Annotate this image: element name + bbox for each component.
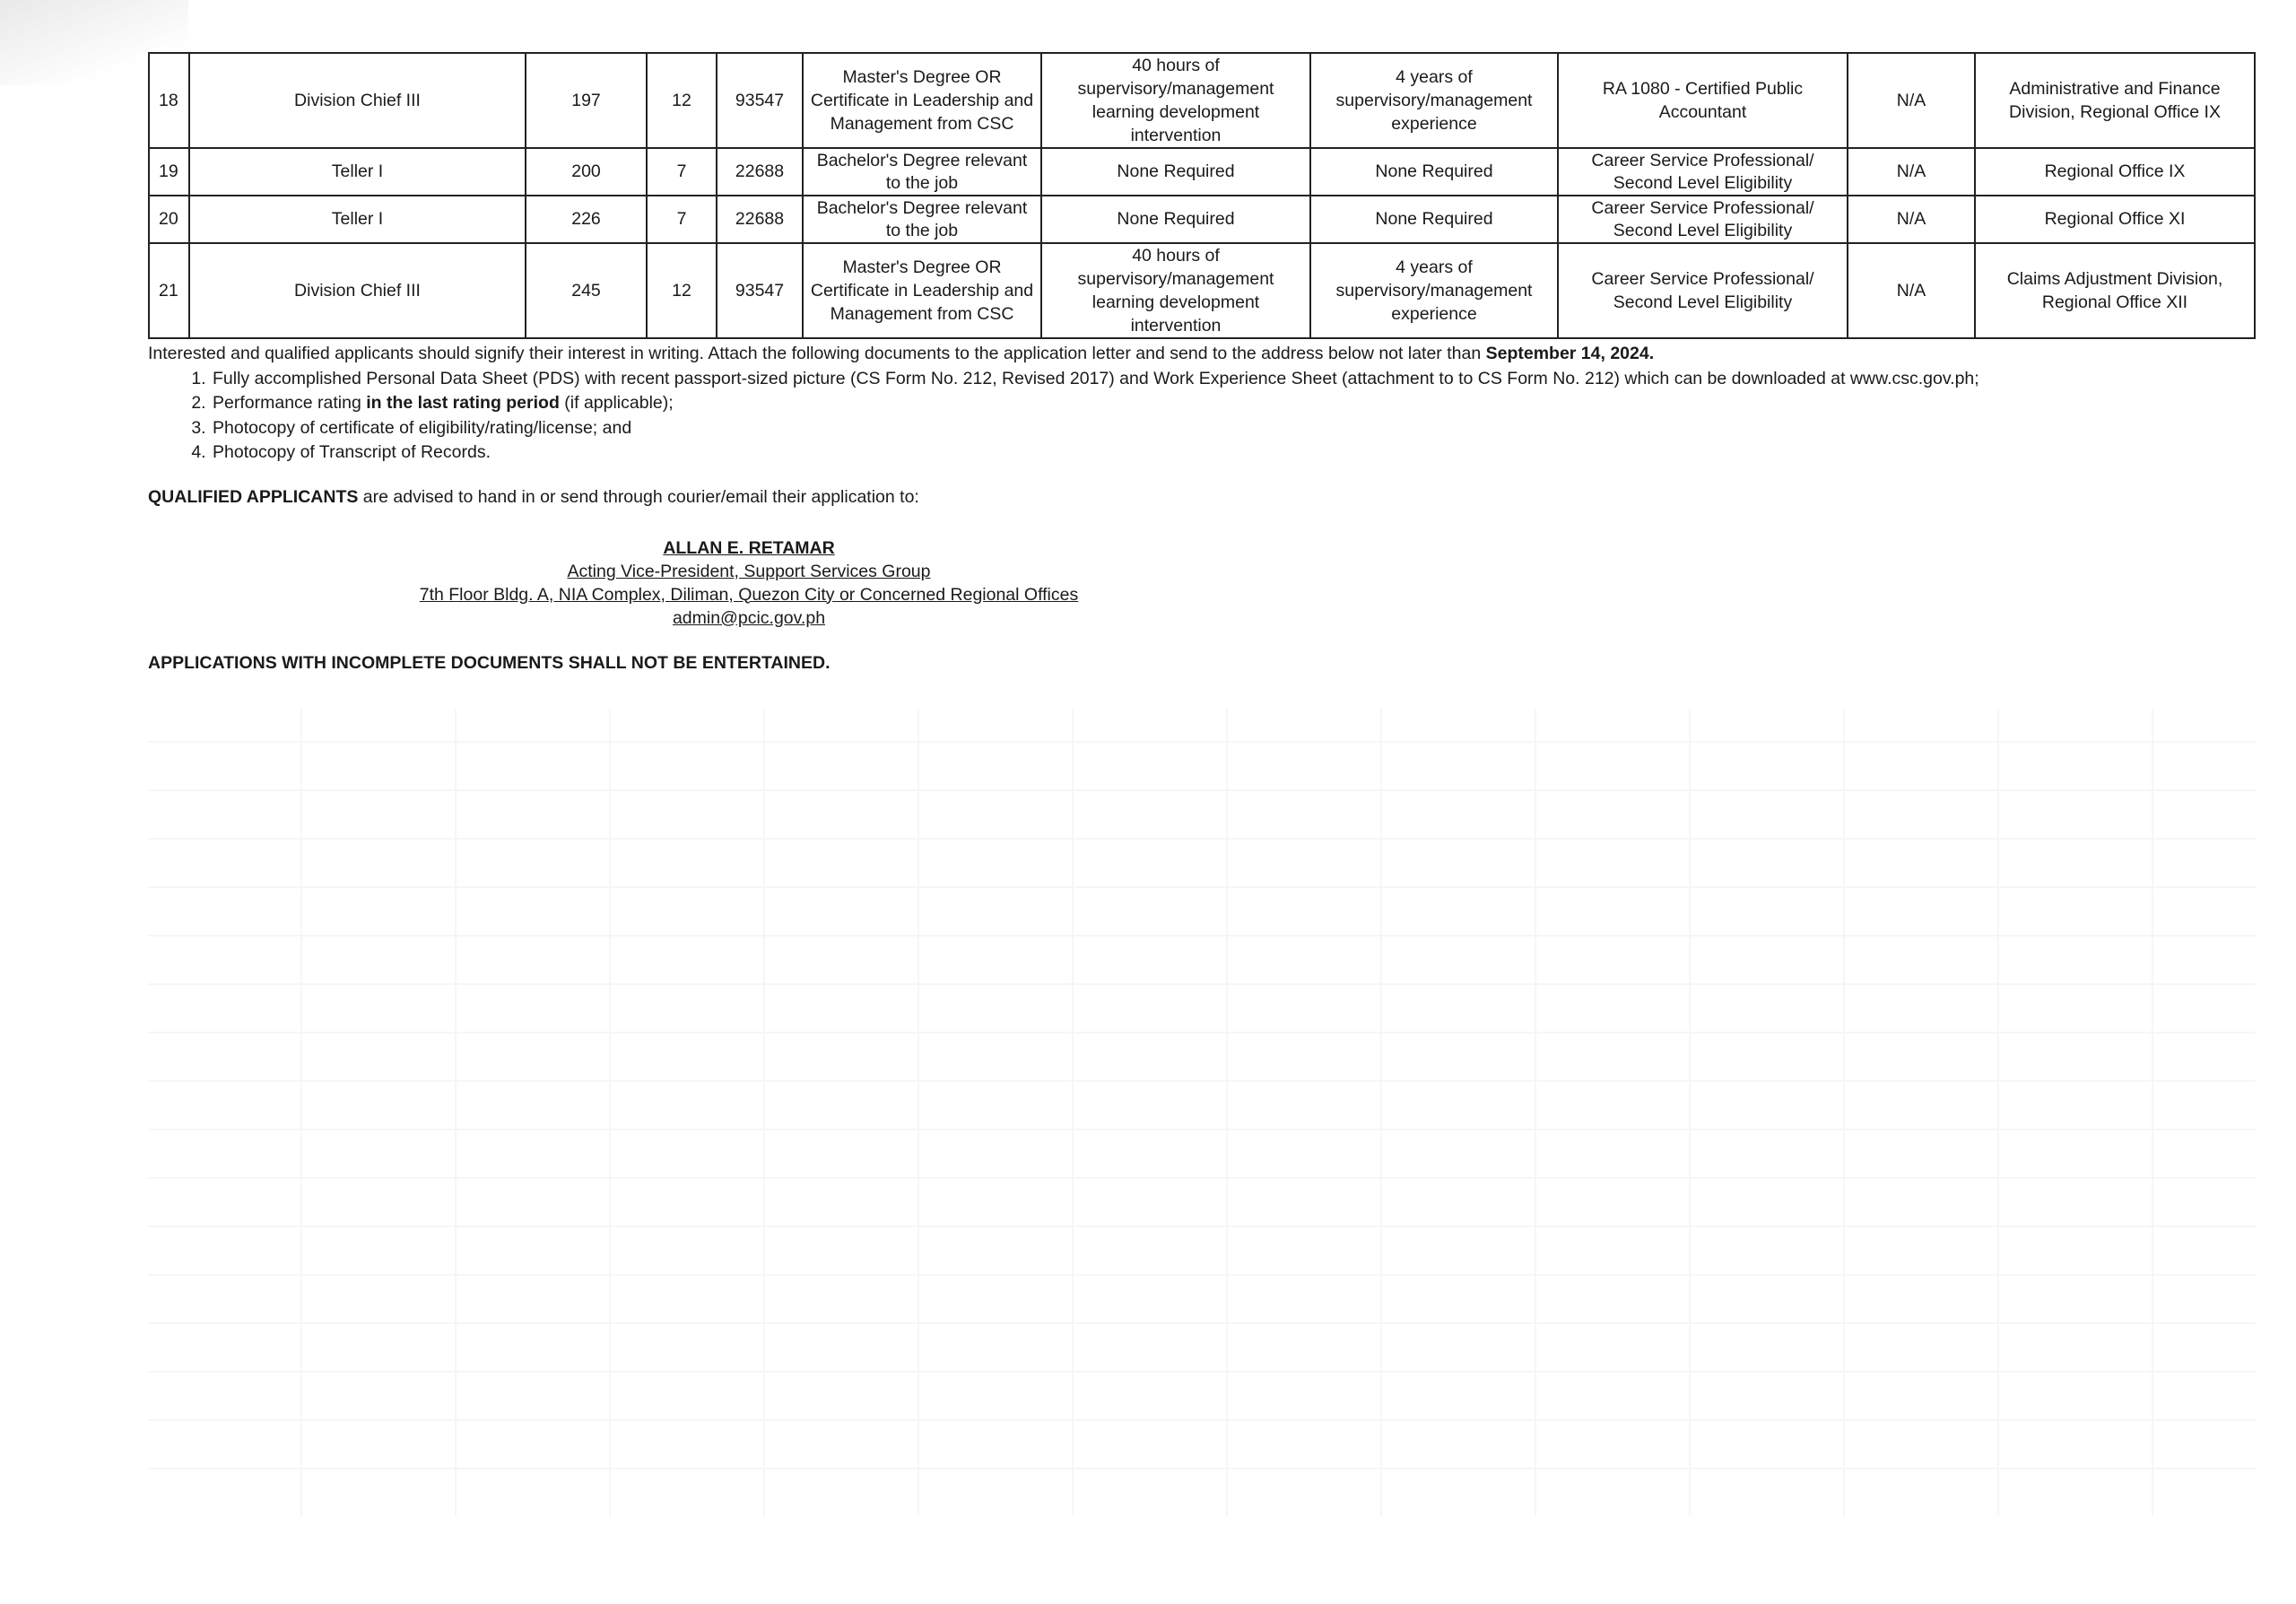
training-requirement: 40 hours of supervisory/management learning development intervention bbox=[1041, 243, 1310, 338]
contact-address: 7th Floor Bldg. A, NIA Complex, Diliman, Quezon City or Concerned Regional Offices bbox=[419, 584, 1079, 605]
row-number: 20 bbox=[149, 196, 189, 243]
salary-grade: 12 bbox=[647, 53, 717, 148]
place-of-assignment: Regional Office XI bbox=[1975, 196, 2255, 243]
position-title: Division Chief III bbox=[189, 53, 526, 148]
education-requirement: Master's Degree OR Certificate in Leadership and Management from CSC bbox=[803, 243, 1041, 338]
experience-requirement: 4 years of supervisory/management experience bbox=[1310, 243, 1558, 338]
vacancy-table bbox=[148, 52, 2256, 339]
training-requirement: 40 hours of supervisory/management learning development intervention bbox=[1041, 53, 1310, 148]
document-body bbox=[148, 52, 2254, 674]
contact-title: Acting Vice-President, Support Services Group bbox=[567, 561, 931, 581]
training-requirement: None Required bbox=[1041, 196, 1310, 243]
monthly-salary: 93547 bbox=[717, 53, 803, 148]
list-item: 1. Fully accomplished Personal Data Sheet (PDS) with recent passport-sized picture (CS Form No. 212, Revised 2017) and Work Experience Sheet (attachment to to CS Form No. 212) which can be downloaded at www.csc.gov.ph; bbox=[211, 367, 2254, 392]
eligibility-requirement: RA 1080 - Certified Public Accountant bbox=[1558, 53, 1848, 148]
qualified-applicants-note: QUALIFIED APPLICANTS are advised to hand in or send through courier/email their application to: bbox=[148, 486, 919, 507]
application-instructions bbox=[148, 342, 2254, 466]
education-requirement: Bachelor's Degree relevant to the job bbox=[803, 148, 1041, 196]
contact-name: ALLAN E. RETAMAR bbox=[663, 537, 835, 558]
list-item: 3. Photocopy of certificate of eligibility/rating/license; and bbox=[211, 416, 2254, 441]
bleed-through-artifact bbox=[148, 709, 2256, 1516]
salary-grade: 12 bbox=[647, 243, 717, 338]
monthly-salary: 22688 bbox=[717, 196, 803, 243]
eligibility-requirement: Career Service Professional/ Second Level Eligibility bbox=[1558, 148, 1848, 196]
competency-requirement: N/A bbox=[1848, 243, 1975, 338]
requirements-list bbox=[148, 367, 2254, 466]
contact-email: admin@pcic.gov.ph bbox=[672, 607, 826, 628]
list-item: 2. Performance rating in the last rating period (if applicable); bbox=[211, 391, 2254, 416]
place-of-assignment: Administrative and Finance Division, Regional Office IX bbox=[1975, 53, 2255, 148]
position-title: Division Chief III bbox=[189, 243, 526, 338]
eligibility-requirement: Career Service Professional/ Second Level Eligibility bbox=[1558, 196, 1848, 243]
education-requirement: Master's Degree OR Certificate in Leadership and Management from CSC bbox=[803, 53, 1041, 148]
experience-requirement: None Required bbox=[1310, 196, 1558, 243]
experience-requirement: 4 years of supervisory/management experience bbox=[1310, 53, 1558, 148]
table-row bbox=[149, 53, 2255, 148]
incomplete-documents-warning: APPLICATIONS WITH INCOMPLETE DOCUMENTS SHALL NOT BE ENTERTAINED. bbox=[148, 652, 831, 673]
competency-requirement: N/A bbox=[1848, 53, 1975, 148]
item-number: 226 bbox=[526, 196, 647, 243]
position-title: Teller I bbox=[189, 196, 526, 243]
place-of-assignment: Claims Adjustment Division, Regional Office XII bbox=[1975, 243, 2255, 338]
eligibility-requirement: Career Service Professional/ Second Level Eligibility bbox=[1558, 243, 1848, 338]
row-number: 18 bbox=[149, 53, 189, 148]
experience-requirement: None Required bbox=[1310, 148, 1558, 196]
competency-requirement: N/A bbox=[1848, 148, 1975, 196]
deadline-date: September 14, 2024. bbox=[1485, 344, 1655, 363]
table-row bbox=[149, 196, 2255, 243]
position-title: Teller I bbox=[189, 148, 526, 196]
education-requirement: Bachelor's Degree relevant to the job bbox=[803, 196, 1041, 243]
table-row bbox=[149, 243, 2255, 338]
item-number: 245 bbox=[526, 243, 647, 338]
row-number: 21 bbox=[149, 243, 189, 338]
monthly-salary: 22688 bbox=[717, 148, 803, 196]
table-row bbox=[149, 148, 2255, 196]
contact-block bbox=[148, 536, 1350, 630]
item-number: 200 bbox=[526, 148, 647, 196]
monthly-salary: 93547 bbox=[717, 243, 803, 338]
item-number: 197 bbox=[526, 53, 647, 148]
list-item: 4. Photocopy of Transcript of Records. bbox=[211, 440, 2254, 466]
competency-requirement: N/A bbox=[1848, 196, 1975, 243]
row-number: 19 bbox=[149, 148, 189, 196]
salary-grade: 7 bbox=[647, 148, 717, 196]
instructions-intro: Interested and qualified applicants should signify their interest in writing. Attach the following documents to the application letter and send to the address below not later than September 14, 2024. bbox=[148, 344, 1655, 363]
salary-grade: 7 bbox=[647, 196, 717, 243]
place-of-assignment: Regional Office IX bbox=[1975, 148, 2255, 196]
training-requirement: None Required bbox=[1041, 148, 1310, 196]
